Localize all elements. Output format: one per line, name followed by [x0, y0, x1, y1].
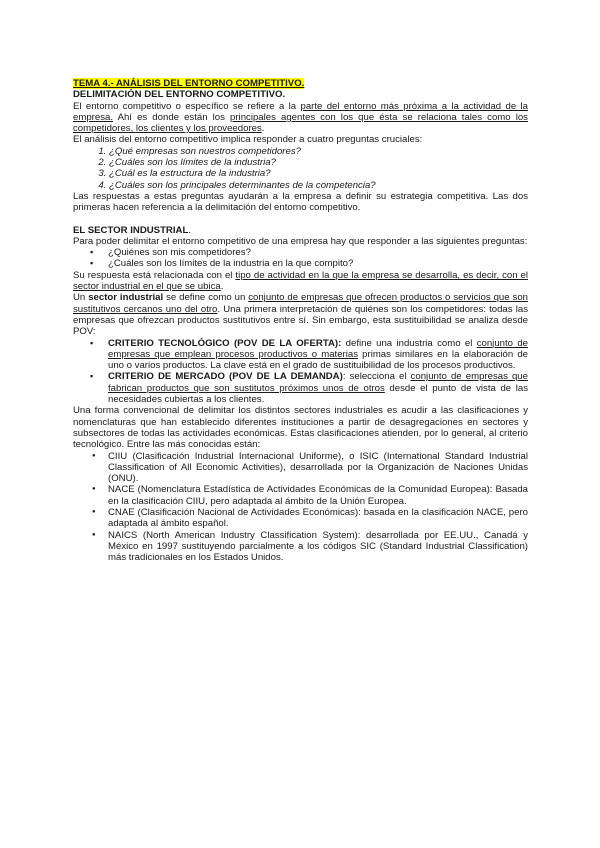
list-item: 2. ¿Cuáles son los límites de la industria?: [109, 157, 528, 168]
bold-term: sector industrial: [88, 292, 164, 304]
list-item: 4. ¿Cuáles son los principales determinantes de la competencia?: [109, 180, 528, 191]
list-item: ● CNAE (Clasificación Nacional de Actividades Económicas): basada en la clasificación NACE, pero adaptada al ámbito español.: [108, 507, 528, 530]
list-item: ● NAICS (North American Industry Classification System): desarrollada por EE.UU., Canadá y México en 1997 sustituyendo parcialmente a los códigos SIC (Standard Industrial Classification) más tradicionales en los Estados Unidos.: [108, 530, 528, 564]
heading-dot: .: [188, 224, 191, 236]
section-heading-sector-industrial: [73, 225, 528, 236]
text-run: .: [261, 123, 265, 135]
bullet-list-preguntas: [73, 247, 528, 270]
underlined-text: parte del entorno más próxima a la actividad de la empresa.: [73, 100, 528, 123]
heading-text: EL SECTOR INDUSTRIAL: [73, 224, 189, 236]
paragraph-respuesta-actividad: [73, 270, 528, 293]
text-run: Ahí es donde están los: [113, 111, 231, 123]
bold-term: CRITERIO DE MERCADO (POV DE LA DEMANDA): [108, 371, 343, 383]
bullet-list-clasificaciones: [73, 451, 528, 564]
text-run: Su respuesta está relacionada con el: [73, 269, 236, 281]
list-item: ● CIIU (Clasificación Industrial Internacional Uniforme), o ISIC (International Standard Industrial Classification of All Economic Activities), desarrollada por la Organización de Naciones Unidas (ONU).: [108, 451, 528, 485]
list-item: 1. ¿Qué empresas son nuestros competidores?: [109, 146, 528, 157]
underlined-text: conjunto de empresas que fabrican productos que son sustitutos próximos unos de otros: [108, 371, 528, 394]
paragraph-delimitar: Para poder delimitar el entorno competitivo de una empresa hay que responder a las siguientes preguntas:: [73, 235, 528, 247]
list-item: ▪ ¿Quiénes son mis competidores?: [108, 247, 528, 258]
list-item: ● NACE (Nomenclatura Estadística de Actividades Económicas de la Comunidad Europea): Basada en la clasificación CIIU, pero adaptada al ámbito de la Unión Europea.: [108, 484, 528, 507]
underlined-text: principales agentes con los que ésta se relaciona tales como los competidores, los clientes y los proveedores: [73, 111, 528, 135]
text-run: define una industria como el: [341, 337, 477, 349]
spacer: [73, 214, 528, 225]
paragraph-clasificaciones: Una forma convencional de delimitar los distintos sectores industriales es acudir a las clasificaciones y nomenclaturas que han establecido diferentes instituciones a partir de desagregaciones en sectores y subsectores de todas las actividades económicas. Estas clasificaciones atienden, por lo general, al criterio tecnológico. Entre las más conocidas están:: [73, 405, 528, 451]
paragraph-entorno-definicion: [73, 101, 528, 135]
underlined-text: tipo de actividad en la que la empresa se desarrolla, es decir, con el sector industrial en el que se ubica: [73, 269, 528, 293]
list-item-criterio-tecnologico: [108, 338, 528, 372]
questions-list: [73, 146, 528, 191]
text-run: primas similares en la elaboración de uno o varios productos. La clave está en el grado de sustituibilidad de los procesos productivos.: [108, 348, 528, 372]
text-run: Un: [73, 292, 89, 304]
section-heading-delimitacion: DELIMITACIÓN DEL ENTORNO COMPETITIVO.: [73, 89, 286, 101]
list-item: ▪ ¿Cuáles son los límites de la industria en la que compito?: [108, 258, 528, 269]
document-title: [73, 78, 528, 89]
list-item: 3. ¿Cuál es la estructura de la industria?: [109, 168, 528, 179]
underlined-text: conjunto de empresas que ofrecen productos o servicios que son sustitutivos cercanos uno del otro: [73, 292, 528, 315]
text-run: se define como un: [163, 292, 249, 304]
list-item-criterio-mercado: [108, 371, 528, 405]
paragraph-sector-definicion: [73, 292, 528, 337]
bullet-list-criterios: [73, 338, 528, 406]
text-run: desde el punto de vista de las necesidades cubiertas a los clientes.: [108, 382, 529, 406]
text-run: . Una primera interpretación de quiénes son los competidores: todas las empresas que ofrezcan productos sustitutivos entre sí. Sin embargo, esta sustituibilidad se analiza desde POV:: [73, 303, 528, 338]
underlined-text: conjunto de empresas que emplean procesos productivos o materias: [108, 337, 529, 360]
text-run: : selecciona el: [342, 371, 411, 383]
paragraph-respuestas: Las respuestas a estas preguntas ayudarán a la empresa a definir su estrategia competitiva. Las dos primeras hacen referencia a la delimitación del entorno competitivo.: [73, 190, 528, 214]
text-run: .: [220, 281, 224, 293]
paragraph-preguntas-intro: El análisis del entorno competitivo implica responder a cuatro preguntas cruciales:: [73, 134, 423, 146]
text-run: El entorno competitivo o específico se refiere a la: [73, 100, 301, 112]
document-page: [73, 78, 528, 563]
title-text: TEMA 4.- ANÁLISIS DEL ENTORNO COMPETITIVO.: [73, 78, 305, 89]
bold-term: CRITERIO TECNOLÓGICO (POV DE LA OFERTA):: [108, 337, 342, 349]
